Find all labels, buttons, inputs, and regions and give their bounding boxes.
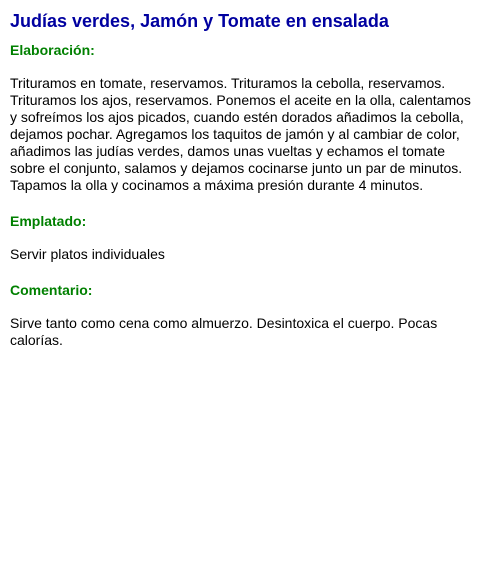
comentario-text: Sirve tanto como cena como almuerzo. Desintoxica el cuerpo. Pocas calorías. xyxy=(10,315,438,348)
emplatado-heading: Emplatado: xyxy=(10,213,87,229)
section-emplatado xyxy=(10,212,479,263)
elaboracion-text: Trituramos en tomate, reservamos. Trituramos la cebolla, reservamos. Trituramos los ajos, reservamos. Ponemos el aceite en la olla, calentamos y sofreímos los ajos picados, cuando estén dorados añadimos la cebolla, dejamos pochar. Agregamos los taquitos de jamón y al cambiar de color, añadimos las judías verdes, damos unas vueltas y echamos el tomate sobre el conjunto, salamos y dejamos cocinarse junto un par de minutos. Tapamos la olla y cocinamos a máxima presión durante 4 minutos. xyxy=(10,75,471,193)
section-elaboracion xyxy=(10,41,479,194)
section-comentario xyxy=(10,281,479,349)
recipe-title: Judías verdes, Jamón y Tomate en ensalada xyxy=(10,11,389,31)
comentario-heading: Comentario: xyxy=(10,282,93,298)
elaboracion-heading: Elaboración: xyxy=(10,42,95,58)
emplatado-text: Servir platos individuales xyxy=(10,246,165,262)
